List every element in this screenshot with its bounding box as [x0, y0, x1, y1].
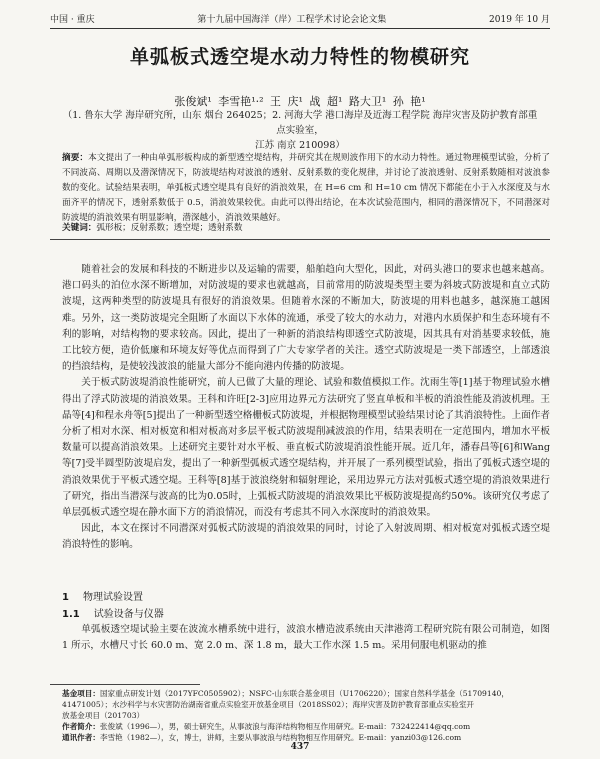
author-bio: 作者简介：张俊斌（1996—），男，硕士研究生，从事波浪与海洋结构物相互作用研究。E-mail：732422414@qq.com	[62, 722, 471, 731]
abstract-label: 摘要：	[62, 153, 89, 163]
subsection-number: 1.1	[62, 609, 80, 620]
running-header	[50, 10, 550, 29]
body-intro	[62, 262, 550, 554]
keywords-text: 弧形板；反射系数；透空堤；透射系数	[96, 223, 243, 233]
section-number: 1	[62, 592, 69, 603]
affiliation	[60, 108, 540, 153]
section-title: 物理试验设置	[82, 592, 143, 603]
abstract-text: 本文提出了一种由单弧形板构成的新型透空堤结构，并研究其在规则波作用下的水动力特性。通过物理模型试验，分析了不同波高、周期以及潜深情况下，防波堤结构对波浪的透射、反射系数的变化规律，并讨论了波浪透射、反射系数随相对波浪参数的变化。试验结果表明，单弧板式透空堤具有良好的消浪效果，在 H=6 cm 和 H=10 cm 情况下都能在小于入水深度及与水面齐平的情况下，透射系数低于 0.5，消浪效果较优。由此可以得出结论，在本次试验范围内，相同的潜深情况下，不同潜深对防波堤的消浪效果有明显影响，潜深越小，消浪效果越好。	[62, 153, 550, 223]
funding-line-3: 放基金项目（201703）	[62, 711, 145, 720]
paragraph-1: 随着社会的发展和科技的不断进步以及运输的需要，船舶趋向大型化，因此，对码头港口的要求也越来越高。港口码头的泊位水深不断增加，对防波堤的要求也就越高，目前常用的防波堤类型主要为斜坡式防波堤和直立式防波堤，这两种类型的防波堤具有很好的消浪效果。但随着水深的不断加大，防波堤的用料也越多，越深施工越困难。另外，这一类防波堤完全阻断了水面以下水体的流通，承受了较大的水动力，对港内水质保护和生态环境有不利的影响，对结构物的要求较高。因此，提出了一种新的消浪结构即透空式防波堤，因其具有对消基要求较低，施工比较方便，造价低廉和环境友好等优点而得到了广大专家学者的关注。透空式防波堤是一类下部透空，上部透浪的挡浪结构，是使较浅波浪的能量大部分不能向港内传播的防波堤。	[62, 264, 550, 373]
abstract	[62, 151, 550, 226]
funding-line-1: 基金项目：国家重点研发计划（2017YFC0505902）；NSFC-山东联合基金项目（U1706220）；国家自然科学基金（51709140，	[62, 689, 509, 698]
funding-line-2: 41471005）；水沙科学与水灾害防治湖南省重点实验室开放基金项目（2018SS02）；海岸灾害及防护教育部重点实验室开	[62, 700, 475, 709]
affiliation-line-1: （1. 鲁东大学 海岸研究所，山东 烟台 264025；2. 河海大学 港口海岸及近海工程学院 海岸灾害及防护教育部重点实验室，	[62, 110, 538, 136]
footnotes	[62, 688, 550, 743]
affiliation-line-2: 江苏 南京 210098）	[255, 140, 345, 151]
header-location: 中国 · 重庆	[50, 14, 95, 25]
keywords	[62, 221, 550, 235]
body-section-1	[62, 622, 550, 654]
paragraph-2: 关于板式防波堤消浪性能研究，前人已做了大量的理论、试验和数值模拟工作。沈雨生等[1]基于物理试验水槽得出了浮式防波堤的消浪效果。王科和许旺[2-3]应用边界元方法研究了竖直单板和半板的消浪性能及消波机理。王晶等[4]和程永舟等[5]提出了一种新型透空格栅板式防波堤，并根据物理模型试验结果讨论了其消浪特性。上面作者分析了相对水深、相对板宽和相对板高对多层平板式防波堤削减波浪的作用，结果表明在一定范围内，增加水平板数量可以提高消浪效果。上述研究主要针对水平板、垂直板式防波堤消浪性能开展。近几年，潘春昌等[6]和Wang等[7]受半圆型防波堤启发，提出了一种新型弧板式透空堤结构，并开展了一系列模型试验，指出了弧板式透空堤的消浪效果优于平板式透空堤。王科等[8]基于波浪绕射和辐射理论，采用边界元方法对弧板式透空堤的消浪效果进行了研究，指出当潜深与波高的比为0.05时，上弧板式防波堤的消浪效果比平板防波堤提高约50%。该研究仅考虑了单层弧板式透空堤在静水面下方的消浪情况，而没有考虑其不同入水深度时的消浪效果。	[62, 377, 550, 519]
corresponding-author: 通讯作者：李雪艳（1982—），女，博士，讲师，主要从事波浪与结构物相互作用研究。E-mail：yanzi03@126.com	[62, 733, 462, 742]
section-heading-1	[62, 588, 143, 603]
author-list: 张俊斌¹ 李雪艳¹·² 王 庆¹ 战 超¹ 路大卫¹ 孙 艳¹	[174, 95, 426, 108]
footnote-divider	[50, 684, 200, 685]
paper-title: 单弧板式透空堤水动力特性的物模研究	[129, 46, 470, 68]
subsection-heading-1-1	[62, 605, 164, 620]
paragraph-3: 因此，本文在探讨不同潜深对弧板式防波堤的消浪效果的同时，讨论了入射波周期、相对板宽对弧板式透空堤消浪特性的影响。	[62, 523, 550, 551]
keywords-label: 关键词：	[62, 223, 97, 233]
subsection-title: 试验设备与仪器	[93, 609, 164, 620]
header-proceedings: 第十九届中国海洋（岸）工程学术讨论会论文集	[197, 14, 387, 25]
page-number: 437	[290, 742, 310, 752]
paragraph-4: 单弧板透空堤试验主要在波流水槽系统中进行，波浪水槽造波系统由天津港湾工程研究院有限公司制造，如图 1 所示，水槽尺寸长 60.0 m、宽 2.0 m、深 1.8 m，最大工作水深 1.5 m。采用伺服电机驱动的推	[62, 624, 550, 652]
abstract-divider	[50, 239, 550, 240]
header-date: 2019 年 10 月	[489, 14, 550, 25]
